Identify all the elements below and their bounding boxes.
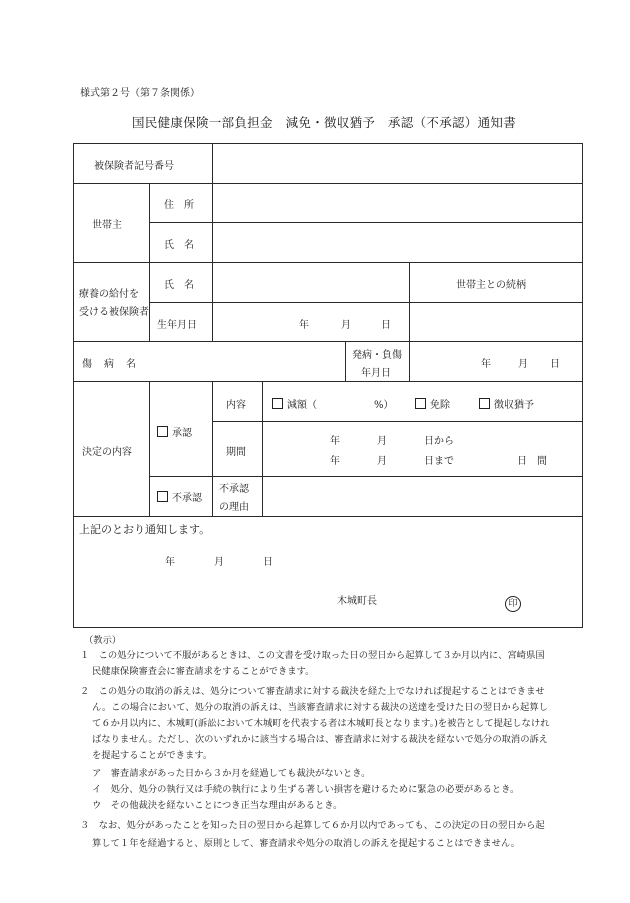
rule: [149, 476, 583, 477]
note-line: イ 処分、処分の執行又は手続の執行により生ずる著しい損害を避けるために緊急の必要があるとき。: [92, 784, 520, 795]
birthdate-day: 日: [381, 320, 391, 331]
rule: [409, 341, 410, 381]
rule: [149, 222, 583, 223]
postponement-label: 徴収猶予: [494, 400, 534, 411]
reason-label-line2: の理由: [219, 502, 249, 513]
period-days: 日 間: [517, 456, 547, 467]
period-to-year: 年: [330, 456, 340, 467]
note-line: 算して１年を経過すると、原則として、審査請求や処分の取消しの訴えを提起することはできません。: [92, 838, 521, 849]
address-field[interactable]: [214, 186, 580, 220]
onset-label-line1: 発病・負傷: [352, 350, 402, 361]
disease-label: 傷 病 名: [82, 359, 137, 370]
page-title: 国民健康保険一部負担金 減免・徴収猶予 承認（不承認）通知書: [132, 115, 517, 130]
beneficiary-label-line2: 受ける被保険者: [79, 307, 149, 318]
notice-month: 月: [214, 557, 224, 568]
address-label: 住 所: [164, 200, 194, 211]
birthdate-year: 年: [299, 320, 309, 331]
rule: [212, 381, 213, 516]
note-line: １ この処分について不服があるときは、この文書を受け取った日の翌日から起算して３か月以内に、宮崎県国: [80, 650, 545, 661]
seal-mark: [505, 591, 521, 612]
onset-month: 月: [518, 359, 528, 370]
table-border-top: [73, 143, 583, 144]
checkbox-icon: [157, 491, 168, 502]
checkbox-icon: [157, 426, 168, 437]
note-line: ん。この場合において、処分の取消の訴えは、当該審査請求に対する裁決の送達を受けた日の翌日から起算し: [92, 702, 548, 713]
approve-label: 承認: [172, 428, 192, 439]
beneficiary-label-line1: 療養の給付を: [79, 289, 139, 300]
period-to-month: 月: [377, 456, 387, 467]
period-to-suffix: 日まで: [424, 456, 454, 467]
rule: [212, 421, 583, 422]
rule: [149, 381, 150, 516]
reduction-checkbox[interactable]: [272, 396, 317, 411]
notice-day: 日: [263, 557, 273, 568]
notice-year: 年: [165, 557, 175, 568]
approve-checkbox[interactable]: [157, 424, 192, 439]
rule: [345, 341, 346, 381]
rule: [409, 262, 410, 342]
table-border-left: [73, 143, 74, 628]
insured-number-label: 被保険者記号番号: [94, 161, 174, 172]
period-from-month: 月: [377, 436, 387, 447]
table-border-bottom: [73, 627, 583, 628]
beneficiary-name-field[interactable]: [214, 265, 407, 299]
household-head-label: 世帯主: [92, 220, 122, 231]
note-line: て６か月以内に、木城町(訴訟において木城町を代表する者は木城町長となります。)を被告として提起しなけれ: [92, 718, 550, 729]
seal-icon: 印: [505, 596, 521, 612]
percent-label: %）: [374, 400, 394, 411]
checkbox-icon: [415, 398, 426, 409]
exemption-checkbox[interactable]: [415, 396, 450, 411]
reason-label-line1: 不承認: [219, 484, 249, 495]
table-border-right: [582, 143, 583, 628]
note-line: ア 審査請求があった日から３か月を経過しても裁決がないとき。: [92, 768, 371, 779]
rule: [262, 381, 263, 516]
note-line: 民健康保険審査会に審査請求をすることができます。: [92, 666, 315, 677]
exemption-label: 免除: [430, 400, 450, 411]
beneficiary-name-label: 氏 名: [164, 280, 194, 291]
onset-year: 年: [481, 359, 491, 370]
disapprove-checkbox[interactable]: [157, 489, 202, 504]
onset-day: 日: [550, 359, 560, 370]
issuer-name: 木城町長: [337, 596, 377, 607]
rule: [212, 183, 213, 342]
household-name-field[interactable]: [214, 225, 580, 259]
note-line: ３ なお、処分があったことを知った日の翌日から起算して６か月以内であっても、この決定の日の翌日から起: [80, 820, 545, 831]
birthdate-month: 月: [341, 320, 351, 331]
reason-field[interactable]: [264, 479, 580, 513]
postponement-checkbox[interactable]: [479, 396, 534, 411]
note-line: ばなりません。ただし、次のいずれかに該当する場合は、審査請求に対する裁決を経ないで処分の取消の訴え: [92, 734, 549, 745]
rule: [73, 516, 583, 517]
period-from-suffix: 日から: [424, 436, 454, 447]
disapprove-label: 不承認: [172, 493, 202, 504]
note-line: を提起することができます。: [92, 750, 213, 761]
reduction-label: 減額（: [287, 400, 317, 411]
note-line: ウ その他裁決を経ないことにつき正当な理由があるとき。: [92, 800, 343, 811]
disease-field[interactable]: [151, 344, 343, 378]
form-number: 様式第２号（第７条関係）: [80, 88, 200, 99]
birthdate-label: 生年月日: [157, 320, 197, 331]
rule: [149, 183, 150, 342]
name-label: 氏 名: [164, 240, 194, 251]
relationship-label: 世帯主との続柄: [456, 280, 526, 291]
period-from-year: 年: [330, 436, 340, 447]
rule: [212, 143, 213, 183]
insured-number-field[interactable]: [214, 146, 580, 180]
rule: [149, 302, 583, 303]
relationship-field[interactable]: [411, 305, 580, 339]
content-label: 内容: [226, 400, 246, 411]
decision-label: 決定の内容: [82, 447, 132, 458]
notice-text: 上記のとおり通知します。: [79, 523, 211, 536]
checkbox-icon: [479, 398, 490, 409]
period-label: 期間: [226, 447, 246, 458]
notes-heading: （教示）: [84, 635, 122, 646]
note-line: ２ この処分の取消の訴えは、処分について審査請求に対する裁決を経た上でなければ提起することはできませ: [80, 686, 545, 697]
onset-label-line2: 年月日: [361, 368, 391, 379]
checkbox-icon: [272, 398, 283, 409]
